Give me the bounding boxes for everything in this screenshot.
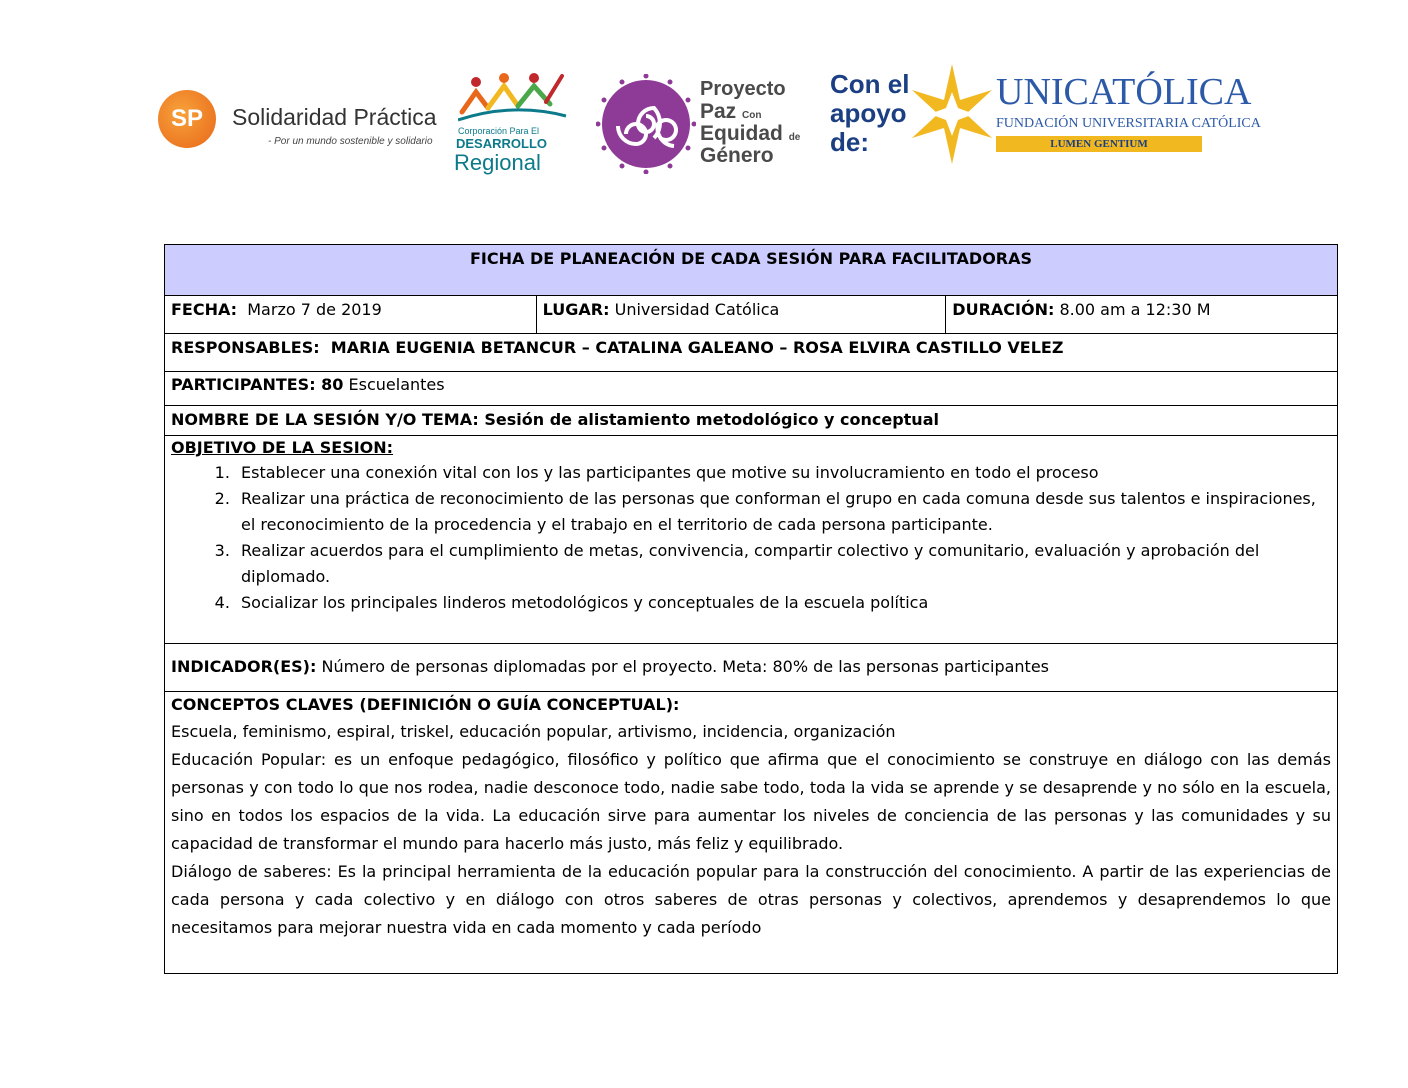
proyecto-paz-logo — [596, 68, 816, 180]
sheet-title: FICHA DE PLANEACIÓN DE CADA SESIÓN PARA FACILITADORAS — [165, 245, 1338, 296]
apoyo-line1: Con el — [830, 69, 910, 99]
logo-strip — [150, 60, 1261, 180]
people-figures-icon — [458, 72, 568, 124]
pp-line2: Paz Con — [700, 100, 762, 123]
fecha-value: Marzo 7 de 2019 — [247, 300, 382, 319]
unicatolica-logo — [910, 62, 1261, 172]
conceptos-cell — [165, 692, 1338, 974]
responsables-label: RESPONSABLES: — [171, 338, 320, 357]
objetivo-label: OBJETIVO DE LA SESION: — [171, 438, 394, 457]
objetivo-cell — [165, 436, 1338, 644]
lugar-label: LUGAR: — [542, 300, 610, 319]
duracion-value: 8.00 am a 12:30 M — [1059, 300, 1211, 319]
con-el-apoyo-de — [830, 70, 920, 170]
duracion-label: DURACIÓN: — [952, 300, 1055, 319]
solidaridad-practica-logo — [158, 86, 438, 152]
sp-name: Solidaridad Práctica — [232, 104, 437, 130]
objetivo-item: 3. Realizar acuerdos para el cumplimiento de metas, convivencia, compartir colectivo y comunitario, evaluación y aprobación del diplomado. — [235, 538, 1331, 590]
star-icon — [910, 62, 994, 166]
lugar-value: Universidad Católica — [614, 300, 780, 319]
triskel-icon — [596, 74, 696, 174]
apoyo-line2: apoyo — [830, 98, 907, 128]
pp-line1: Proyecto — [700, 78, 786, 100]
dr-line1: Corporación Para El — [458, 126, 540, 136]
unicatolica-motto: LUMEN GENTIUM — [996, 136, 1202, 152]
objetivo-item: 1. Establecer una conexión vital con los y las participantes que motive su involucramiento en todo el proceso — [235, 460, 1331, 486]
pp-line3: Equidad de — [700, 122, 801, 145]
nombre-sesion-label: NOMBRE DE LA SESIÓN Y/O TEMA: — [171, 410, 479, 429]
nombre-sesion-value: Sesión de alistamiento metodológico y conceptual — [484, 410, 939, 429]
participantes-value: Escuelantes — [348, 375, 445, 394]
pp-line4: Género — [700, 144, 774, 167]
unicatolica-subtitle: FUNDACIÓN UNIVERSITARIA CATÓLICA — [996, 116, 1261, 131]
lugar-cell — [536, 296, 946, 334]
unicatolica-name: UNICATÓLICA — [996, 71, 1252, 113]
sp-tagline: - Por un mundo sostenible y solidario — [268, 136, 433, 147]
objetivo-item: 4. Socializar los principales linderos metodológicos y conceptuales de la escuela política — [235, 590, 1331, 616]
dr-line2: DESARROLLO — [456, 136, 547, 151]
fecha-label: FECHA: — [171, 300, 238, 319]
fecha-cell — [165, 296, 537, 334]
participantes-cell — [165, 372, 1338, 406]
participantes-label: PARTICIPANTES: 80 — [171, 375, 344, 394]
conceptos-label: CONCEPTOS CLAVES (DEFINICIÓN O GUÍA CONCEPTUAL): — [171, 695, 680, 714]
indicador-label: INDICADOR(ES): — [171, 657, 317, 676]
sp-initials: SP — [170, 105, 203, 132]
apoyo-line3: de: — [830, 127, 869, 157]
objetivos-list — [171, 460, 1331, 616]
planning-sheet-table — [164, 244, 1338, 974]
duracion-cell — [946, 296, 1338, 334]
nombre-sesion-cell — [165, 406, 1338, 436]
indicador-cell — [165, 644, 1338, 692]
objetivo-item: 2. Realizar una práctica de reconocimiento de las personas que conforman el grupo en cada comuna desde sus talentos e inspiraciones, el reconocimiento de la procedencia y el trabajo en el territorio de cada persona participante. — [235, 486, 1331, 538]
responsables-cell — [165, 334, 1338, 372]
desarrollo-regional-logo — [448, 72, 578, 175]
responsables-value: MARIA EUGENIA BETANCUR – CATALINA GALEANO – ROSA ELVIRA CASTILLO VELEZ — [330, 338, 1064, 357]
indicador-value: Número de personas diplomadas por el proyecto. Meta: 80% de las personas participantes — [321, 657, 1049, 676]
dialogo-saberes-text: Diálogo de saberes: Es la principal herramienta de la educación popular para la construcción del conocimiento. A partir de las experiencias de cada persona y cada colectivo y en diálogo con otros saberes de otras personas y colectivos, aprendemos y desaprendemos lo que necesitamos para mejorar nuestra vida en cada momento y cada período — [171, 862, 1331, 937]
educacion-popular-text: Educación Popular: es un enfoque pedagógico, filosófico y político que afirma que el conocimiento se construye en diálogo con las demás personas y con todo lo que nos rodea, nadie desconoce todo, nadie sabe todo, toda la vida se aprende y se desaprende y no sólo en la escuela, sino en todos los espacios de la vida. La educación sirve para aumentar los niveles de conciencia de las personas y las comunidades y su capacidad de transformar el mundo para hacerlo más justo, más feliz y equilibrado. — [171, 750, 1331, 853]
dr-line3: Regional — [454, 150, 541, 175]
conceptos-list: Escuela, feminismo, espiral, triskel, educación popular, artivismo, incidencia, organización — [171, 722, 896, 741]
